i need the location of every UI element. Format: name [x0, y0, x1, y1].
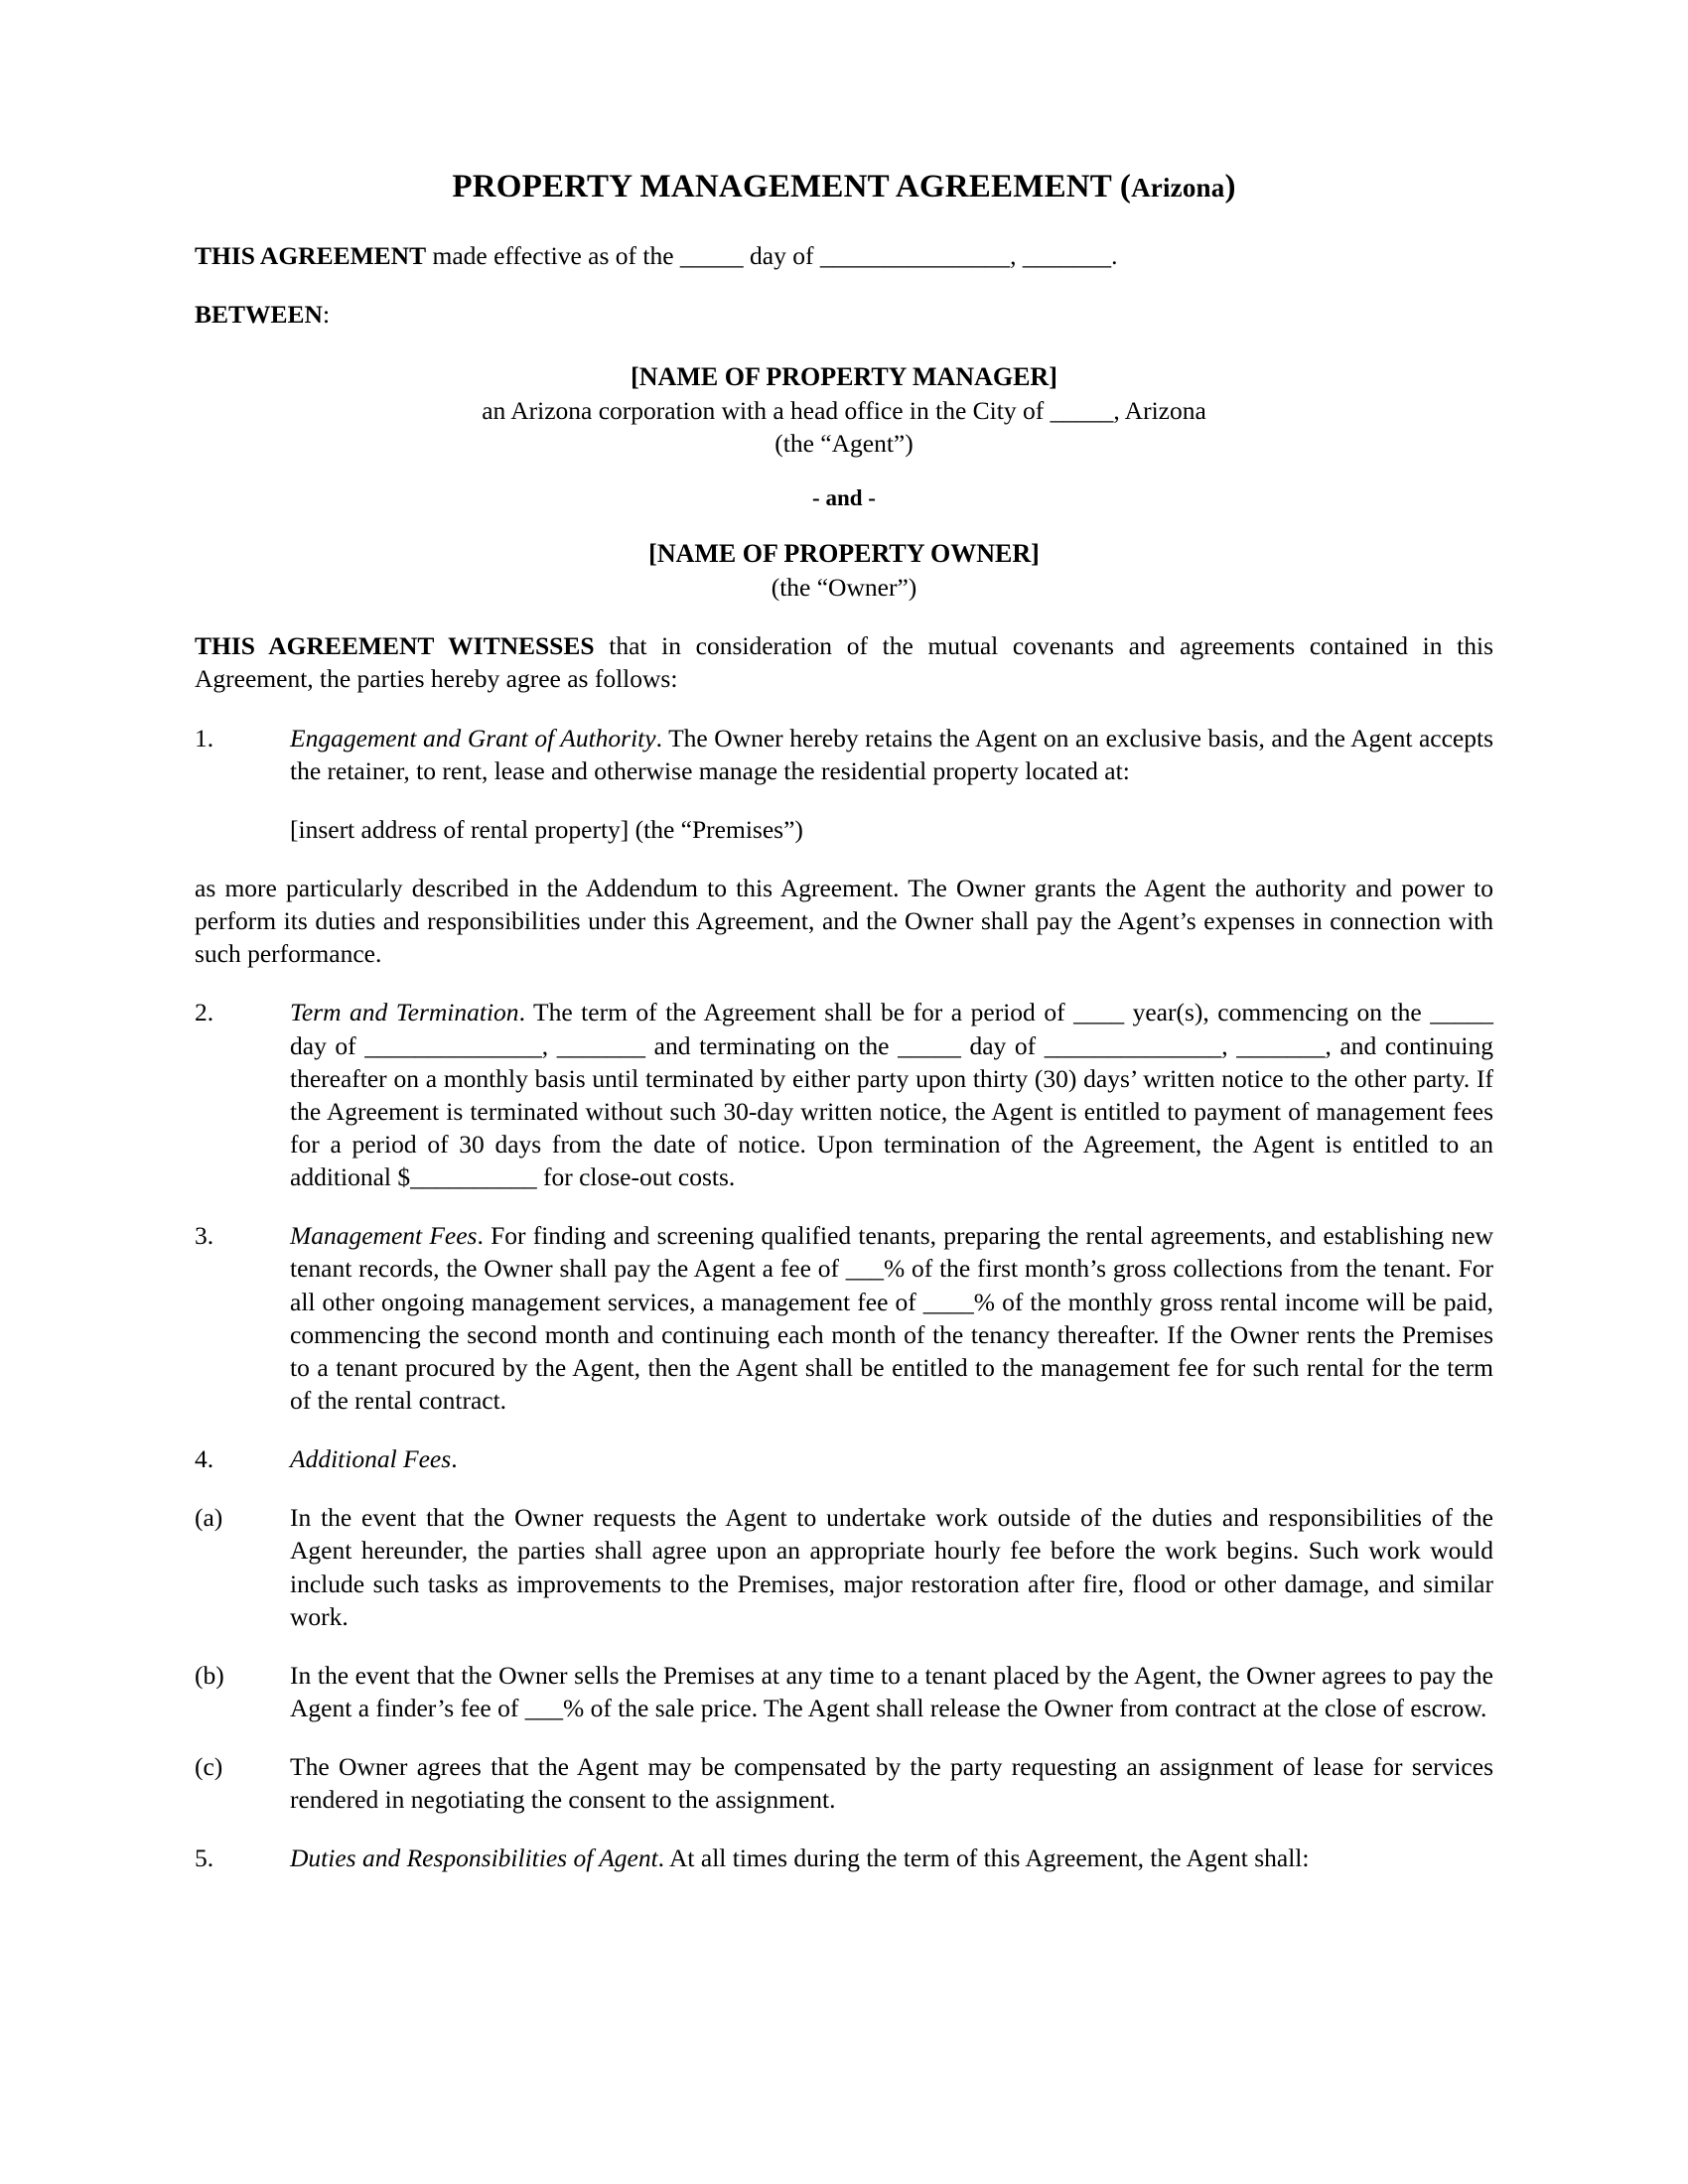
addendum-paragraph: as more particularly described in the Addendum to this Agreement. The Owner grants the Agent the authority and power to perform its duties and responsibilities under this Agreement, and the Owner shall pay the Agent’s expenses in connection with such performance.	[195, 874, 1493, 969]
owner-party-block	[195, 537, 1493, 604]
clause-3-text: . For finding and screening qualified tenants, preparing the rental agreements, and establishing new tenant records, the Owner shall pay the Agent a fee of ___% of the first month’s gross collections from the tenant. For all other ongoing management services, a management fee of ____% of the monthly gross rental income will be paid, commencing the second month and continuing each month of the tenancy thereafter. If the Owner rents the Premises to a tenant procured by the Agent, then the Agent shall be entitled to the management fee for such rental for the term of the rental contract.	[290, 1221, 1493, 1415]
page-title-close: )	[1224, 169, 1236, 205]
between-colon: :	[322, 300, 331, 330]
clause-1-body	[290, 722, 1493, 787]
and-separator: - and -	[812, 485, 876, 511]
between-paragraph	[195, 298, 1493, 331]
agent-name: [NAME OF PROPERTY MANAGER]	[631, 362, 1057, 392]
clause-5-text: . At all times during the term of this Agreement, the Agent shall:	[657, 1843, 1310, 1873]
clause-2-body	[290, 996, 1493, 1193]
clause-1-text: . The Owner hereby retains the Agent on an exclusive basis, and the Agent accepts the retainer, to rent, lease and otherwise manage the residential property located at:	[290, 723, 1493, 785]
clause-4-number: 4.	[195, 1444, 214, 1474]
subclause-c	[195, 1750, 1493, 1816]
clause-5-number: 5.	[195, 1843, 214, 1873]
clause-1	[195, 722, 1493, 787]
effective-date-label: THIS AGREEMENT	[195, 241, 427, 270]
clause-1-heading: Engagement and Grant of Authority	[290, 723, 656, 752]
clause-2-heading: Term and Termination	[290, 998, 519, 1027]
agent-party-block	[195, 360, 1493, 460]
subclause-a	[195, 1501, 1493, 1633]
agent-description: an Arizona corporation with a head office in the City of _____, Arizona	[482, 396, 1206, 426]
clause-4	[195, 1442, 1493, 1475]
clause-4-body	[290, 1442, 1493, 1475]
agent-defined-term: (the “Agent”)	[774, 429, 914, 459]
subclause-c-text: The Owner agrees that the Agent may be compensated by the party requesting an assignment of lease for services rendered in negotiating the consent to the assignment.	[290, 1752, 1493, 1815]
subclause-b-number: (b)	[195, 1660, 224, 1690]
subclause-b	[195, 1659, 1493, 1724]
clause-3-heading: Management Fees	[290, 1221, 478, 1251]
clause-5-body	[290, 1842, 1493, 1874]
premises-line: [insert address of rental property] (the “Premises”)	[290, 814, 803, 844]
page-title	[195, 169, 1493, 205]
effective-date-text: made effective as of the _____ day of _______________, _______.	[426, 241, 1118, 270]
clause-3-number: 3.	[195, 1221, 214, 1251]
clause-3	[195, 1219, 1493, 1417]
subclause-b-text: In the event that the Owner sells the Premises at any time to a tenant placed by the Agent, the Owner agrees to pay the Agent a finder’s fee of ___% of the sale price. The Agent shall release the Owner from contract at the close of escrow.	[290, 1660, 1493, 1722]
clause-2-text: . The term of the Agreement shall be for a period of ____ year(s), commencing on the _____ day of ______________, _______ and terminating on the _____ day of ______________, _______, and continuing thereafter on a monthly basis until terminated by either party upon thirty (30) days’ written notice to the other party. If the Agreement is terminated without such 30-day written notice, the Agent is entitled to payment of management fees for a period of 30 days from the date of notice. Upon termination of the Agreement, the Agent is entitled to an additional $__________ for close-out costs.	[290, 998, 1493, 1192]
owner-name: [NAME OF PROPERTY OWNER]	[648, 539, 1040, 569]
clause-3-body	[290, 1219, 1493, 1417]
between-label: BETWEEN	[195, 300, 323, 330]
subclause-a-number: (a)	[195, 1503, 223, 1533]
witnesses-text: that in consideration of the mutual covenants and agreements contained in this Agreement, the parties hereby agree as follows:	[195, 631, 1493, 694]
subclause-c-number: (c)	[195, 1752, 223, 1782]
clause-4-heading: Additional Fees	[290, 1444, 452, 1474]
clause-4-text: .	[451, 1444, 458, 1474]
clause-2	[195, 996, 1493, 1193]
witnesses-label: THIS AGREEMENT WITNESSES	[195, 631, 595, 661]
page-title-state: Arizona	[1131, 173, 1225, 203]
page-title-main: PROPERTY MANAGEMENT AGREEMENT (	[452, 169, 1132, 205]
witnesses-paragraph	[195, 629, 1493, 695]
effective-date-paragraph	[195, 239, 1493, 272]
clause-2-number: 2.	[195, 998, 214, 1027]
clause-1-number: 1.	[195, 723, 214, 752]
clause-5	[195, 1842, 1493, 1874]
clause-5-heading: Duties and Responsibilities of Agent	[290, 1843, 658, 1873]
owner-defined-term: (the “Owner”)	[771, 573, 917, 603]
subclause-a-text: In the event that the Owner requests the Agent to undertake work outside of the duties and responsibilities of the Agent hereunder, the parties shall agree upon an appropriate hourly fee before the work begins. Such work would include such tasks as improvements to the Premises, major restoration after fire, flood or other damage, and similar work.	[290, 1503, 1493, 1631]
